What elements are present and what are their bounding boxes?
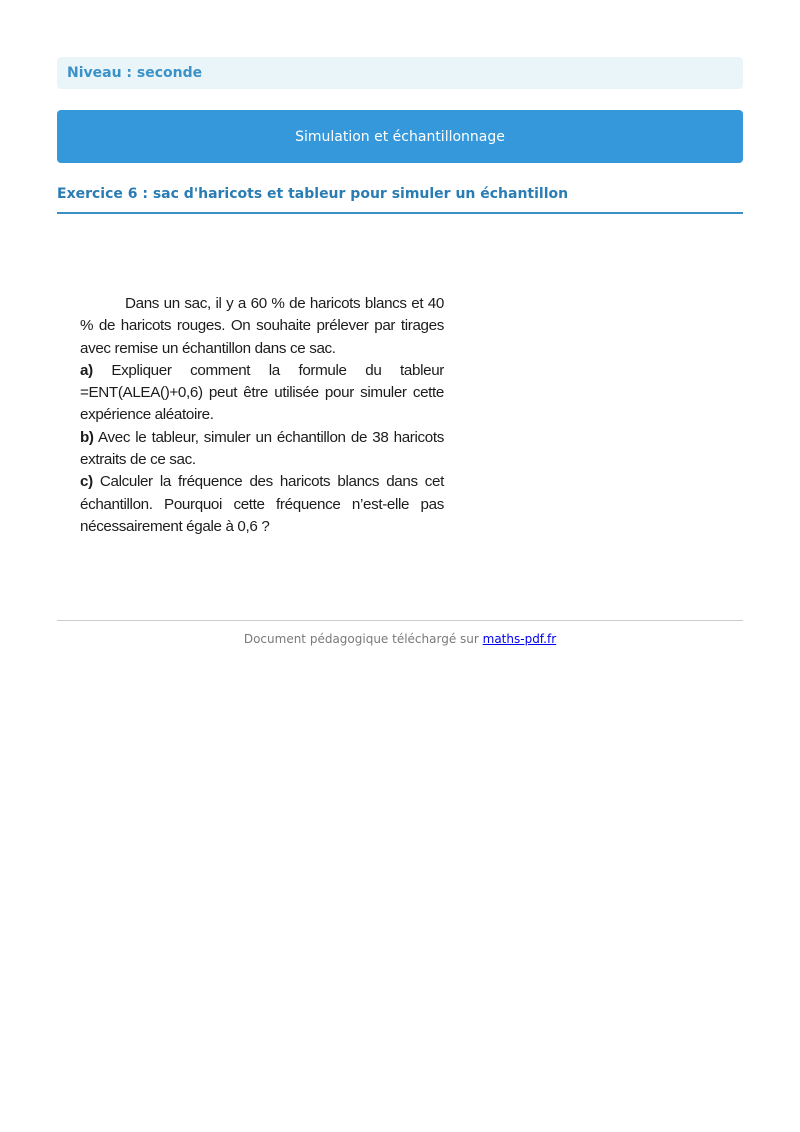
question-a — [80, 360, 444, 427]
exercise-intro: Dans un sac, il y a 60 % de haricots blancs et 40 % de haricots rouges. On souhaite prélever par tirages avec remise un échantillon dans ce sac. — [80, 295, 444, 357]
exercise-statement — [80, 293, 444, 538]
question-c-text: Calculer la fréquence des haricots blancs dans cet échantillon. Pourquoi cette fréquence n’est-elle pas nécessairement égale à 0,6 ? — [80, 473, 444, 535]
question-c-tag: c) — [80, 473, 93, 491]
footer-link[interactable]: maths-pdf.fr — [482, 632, 557, 646]
question-a-tag: a) — [80, 361, 93, 379]
footer-divider — [57, 620, 743, 621]
exercise-heading: Exercice 6 : sac d'haricots et tableur pour simuler un échantillon — [57, 186, 743, 214]
level-label: Niveau : seconde — [67, 65, 203, 81]
question-b — [80, 427, 444, 472]
level-bar — [57, 57, 743, 89]
page-title: Simulation et échantillonnage — [295, 128, 505, 145]
question-b-text: Avec le tableur, simuler un échantillon de 38 haricots extraits de ce sac. — [80, 428, 444, 469]
question-b-tag: b) — [80, 428, 94, 446]
footer — [57, 632, 743, 646]
question-c — [80, 471, 444, 538]
question-a-text: Expliquer comment la formule du tableur =ENT(ALEA()+0,6) peut être utilisée pour simuler cette expérience aléatoire. — [80, 361, 444, 424]
footer-text: Document pédagogique téléchargé sur — [243, 632, 483, 646]
title-banner — [57, 110, 743, 163]
